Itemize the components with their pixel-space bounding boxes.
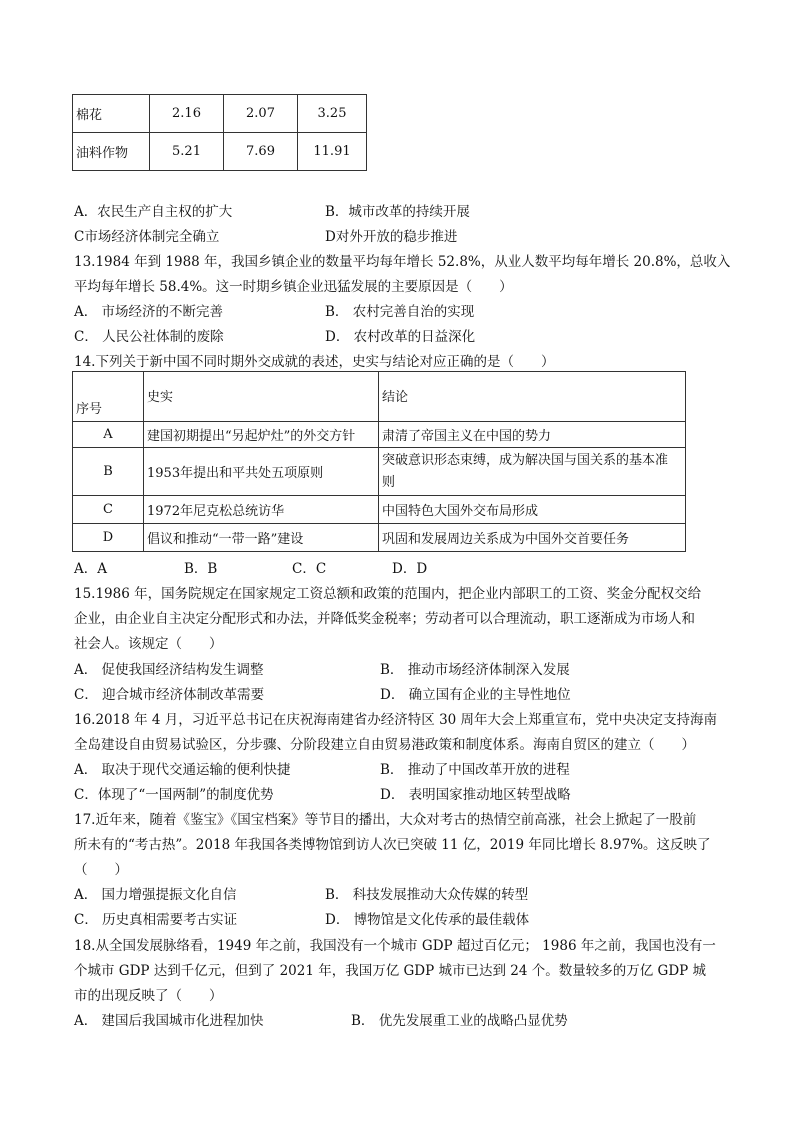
- crop-table: [72, 94, 367, 171]
- option-a: A．农民生产自主权的扩大: [74, 204, 233, 220]
- table-cell: 1953年提出和平共处五项原则: [144, 448, 379, 496]
- table-cell: 11.91: [298, 133, 367, 171]
- table-row: [73, 422, 686, 448]
- option-a: A． 市场经济的不断完善: [74, 304, 224, 320]
- header-conclusion: 结论: [379, 372, 686, 422]
- question-17-line: （ ）: [74, 862, 128, 878]
- question-15-line: 社会人。该规定（ ）: [74, 636, 223, 652]
- question-17-line: 17.近年来，随着《鉴宝》《国宝档案》等节目的播出，大众对考古的热情空前高涨，社会上掀起了一股前: [74, 812, 697, 828]
- option-c: C．C: [292, 561, 327, 577]
- option-b: B．城市改革的持续开展: [325, 204, 470, 220]
- table-cell: C: [73, 496, 144, 524]
- option-c: C．体现了“一国两制”的制度优势: [74, 787, 274, 803]
- header-no: 序号: [73, 372, 144, 422]
- option-d: D． 农村改革的日益深化: [325, 329, 476, 345]
- option-c: C． 迎合城市经济体制改革需要: [74, 687, 265, 703]
- option-a: A． 建国后我国城市化进程加快: [74, 1013, 264, 1029]
- option-d: D对外开放的稳步推进: [325, 229, 458, 245]
- option-b: B． 农村完善自治的实现: [325, 304, 475, 320]
- option-b: B． 推动了中国改革开放的进程: [380, 762, 570, 778]
- table-header-row: [73, 372, 686, 422]
- question-18-line: 18.从全国发展脉络看，1949 年之前，我国没有一个城市 GDP 超过百亿元； 1986 年之前，我国也没有一: [74, 938, 716, 954]
- table-cell: [379, 448, 686, 496]
- option-d: D．D: [392, 561, 428, 577]
- option-b: B．B: [184, 561, 218, 577]
- table-cell: 5.21: [150, 133, 224, 171]
- table-cell: 倡议和推动“一带一路”建设: [144, 524, 379, 552]
- table-cell: B: [73, 448, 144, 496]
- table-row: [73, 496, 686, 524]
- option-a: A． 取决于现代交通运输的便利快捷: [74, 762, 291, 778]
- table-cell: 建国初期提出“另起炉灶”的外交方针: [144, 422, 379, 448]
- question-13-line: 13.1984 年到 1988 年，我国乡镇企业的数量平均每年增长 52.8%，从业人数平均每年增长 20.8%，总收入: [74, 254, 731, 270]
- option-a: A．A: [74, 561, 107, 577]
- table-row: [73, 133, 367, 171]
- table-cell: 7.69: [224, 133, 298, 171]
- header-fact: 史实: [144, 372, 379, 422]
- option-b: B． 优先发展重工业的战略凸显优势: [351, 1013, 568, 1029]
- option-a: A． 促使我国经济结构发生调整: [74, 662, 264, 678]
- table-cell: 肃清了帝国主义在中国的势力: [379, 422, 686, 448]
- table-row: [73, 448, 686, 496]
- table-cell: 2.16: [150, 95, 224, 133]
- question-16-line: 16.2018 年 4 月，习近平总书记在庆祝海南建省办经济特区 30 周年大会上郑重宣布，党中央决定支持海南: [74, 712, 718, 728]
- option-b: B． 推动市场经济体制深入发展: [380, 662, 570, 678]
- question-14-stem: 14.下列关于新中国不同时期外交成就的表述，史实与结论对应正确的是（ ）: [74, 354, 555, 370]
- option-c: C． 人民公社体制的废除: [74, 329, 224, 345]
- table-cell: 3.25: [298, 95, 367, 133]
- cell-line: 则: [382, 474, 396, 490]
- option-a: A． 国力增强提振文化自信: [74, 887, 237, 903]
- table-cell: 棉花: [73, 95, 150, 133]
- option-d: D． 确立国有企业的主导性地位: [380, 687, 571, 703]
- table-cell: 巩固和发展周边关系成为中国外交首要任务: [379, 524, 686, 552]
- question-18-line: 个城市 GDP 达到千亿元，但到了 2021 年，我国万亿 GDP 城市已达到 24 个。数量较多的万亿 GDP 城: [74, 963, 707, 979]
- option-d: D． 表明国家推动地区转型战略: [380, 787, 571, 803]
- question-17-line: 所未有的“考古热”。2018 年我国各类博物馆到访人次已突破 11 亿，2019 年同比增长 8.97%。这反映了: [74, 837, 711, 853]
- question-16-line: 全岛建设自由贸易试验区，分步骤、分阶段建立自由贸易港政策和制度体系。海南自贸区的建立（ ）: [74, 737, 695, 753]
- table-row: [73, 95, 367, 133]
- table-cell: 中国特色大国外交布局形成: [379, 496, 686, 524]
- option-d: D． 博物馆是文化传承的最佳载体: [325, 912, 530, 928]
- question-15-line: 15.1986 年，国务院规定在国家规定工资总额和政策的范围内，把企业内部职工的工资、奖金分配权交给: [74, 586, 702, 602]
- table-cell: 油料作物: [73, 133, 150, 171]
- table-cell: 1972年尼克松总统访华: [144, 496, 379, 524]
- history-table: [72, 371, 686, 552]
- question-18-line: 市的出现反映了（ ）: [74, 988, 223, 1004]
- cell-line: 突破意识形态束缚，成为解决国与国关系的基本准: [382, 452, 669, 468]
- table-row: [73, 524, 686, 552]
- question-15-line: 企业，由企业自主决定分配形式和办法，并降低奖金税率；劳动者可以合理流动，职工逐渐成为市场人和: [74, 611, 695, 627]
- table-cell: D: [73, 524, 144, 552]
- option-c: C市场经济体制完全确立: [74, 229, 220, 245]
- table-cell: 2.07: [224, 95, 298, 133]
- table-cell: A: [73, 422, 144, 448]
- option-c: C． 历史真相需要考古实证: [74, 912, 238, 928]
- question-13-line: 平均每年增长 58.4%。这一时期乡镇企业迅猛发展的主要原因是（ ）: [74, 279, 513, 295]
- option-b: B． 科技发展推动大众传媒的转型: [325, 887, 529, 903]
